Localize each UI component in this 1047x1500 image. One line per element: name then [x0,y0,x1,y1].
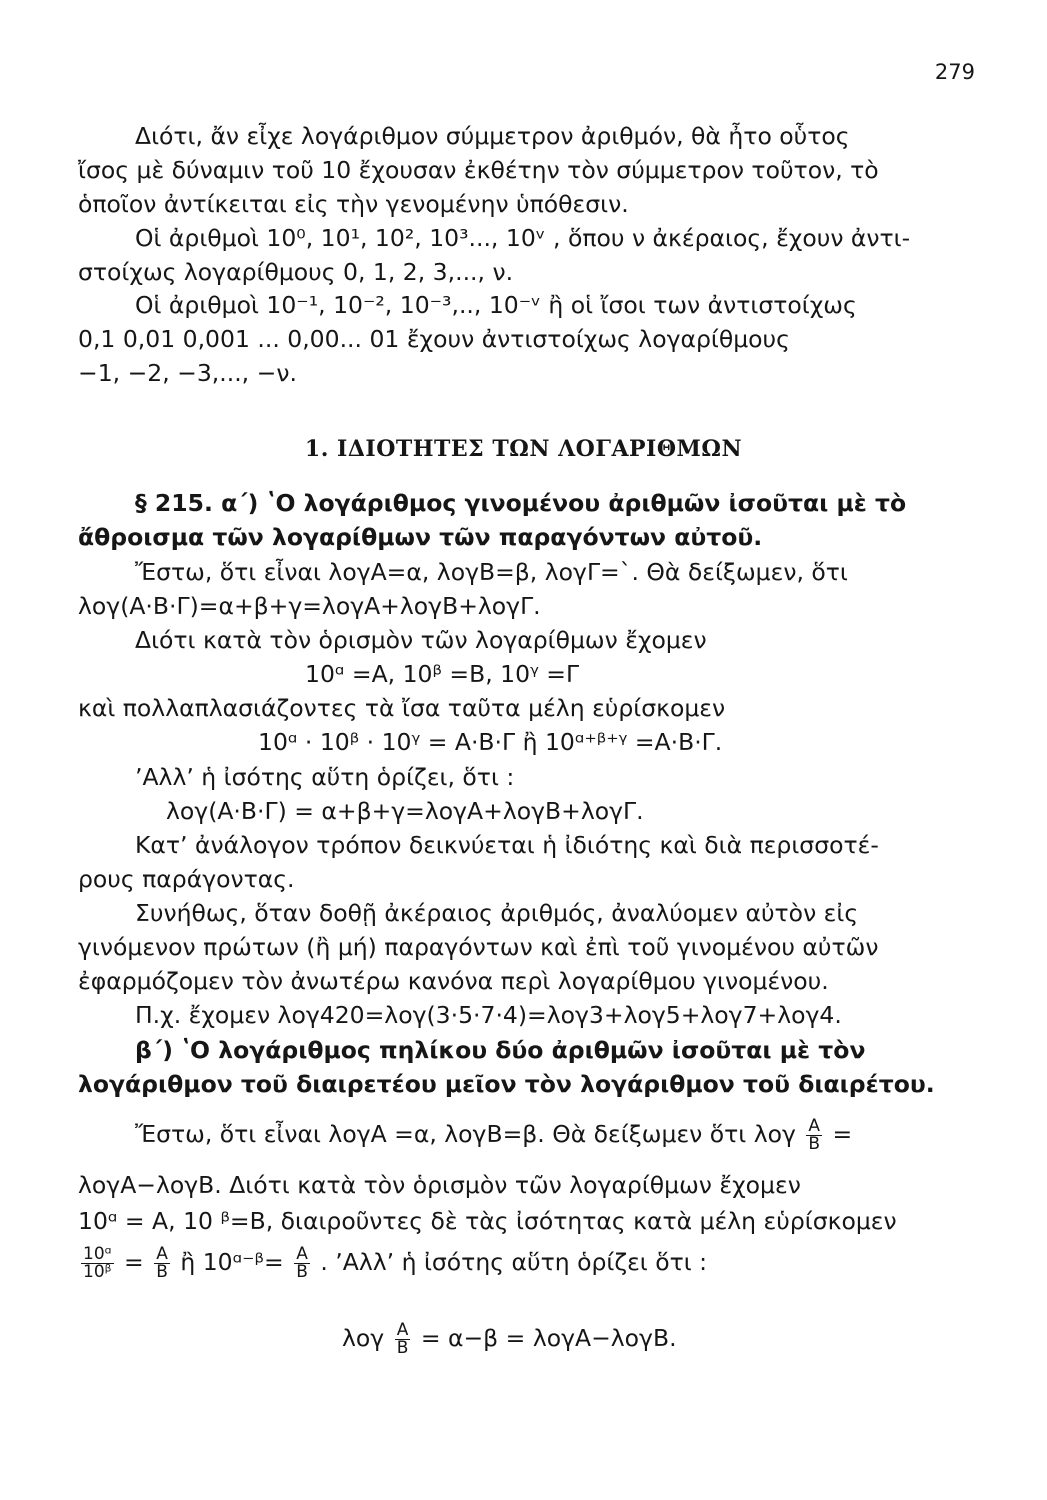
theorem-statement: ἄθροισμα τῶν λογαρίθμων τῶν παραγόντων αὐτοῦ. [78,523,763,551]
text-line: −1, −2, −3,..., −ν. [78,359,297,387]
text-line: λογΑ−λογΒ. Διότι κατὰ τὸν ὁρισμὸν τῶν λογαρίθμων ἔχομεν [78,1171,801,1199]
fraction-a-over-b [294,1246,310,1281]
page-number: 279 [934,60,975,84]
fraction-a-over-b [154,1246,170,1281]
text-segment: . ʼΑλλʼ ἡ ἰσότης αὕτη ὁρίζει ὅτι : [320,1248,708,1276]
text-line: Διότι, ἄν εἶχε λογάριθμον σύμμετρον ἀριθμόν, θὰ ἦτο οὗτος [135,122,850,150]
denominator: Β [156,1262,168,1282]
text-line: ὁποῖον ἀντίκειται εἰς τὴν γενομένην ὑπόθεσιν. [78,190,629,218]
formula-line: λογ(Α·Β·Γ)=α+β+γ=λογΑ+λογΒ+λογΓ. [78,592,541,620]
fraction-powers [81,1246,114,1281]
text-line: ʼΑλλʼ ἡ ἰσότης αὕτη ὁρίζει, ὅτι : [135,763,515,791]
theorem-statement: β΄) ʽΟ λογάριθμος πηλίκου δύο ἀριθμῶν ἰσοῦται μὲ τὸν [135,1036,866,1064]
numerator: Α [808,1116,821,1136]
text-line [135,1118,967,1153]
equals-sign: = [832,1120,853,1148]
text-segment: Ἔστω, ὅτι εἶναι λογΑ =α, λογΒ=β. Θὰ δείξωμεν ὅτι λογ [135,1120,796,1148]
denominator: Β [296,1262,308,1282]
denominator: 10ᵝ [83,1262,112,1282]
numerator: 10ᵅ [83,1244,112,1264]
text-segment: ἢ 10ᵅ⁻ᵝ= [180,1248,284,1276]
text-line: Οἱ ἀριθμοὶ 10⁻¹, 10⁻², 10⁻³,.., 10⁻ᵛ ἢ οἱ ἴσοι των ἀντιστοίχως [135,291,857,319]
text-line: Ἔστω, ὅτι εἶναι λογΑ=α, λογΒ=β, λογΓ=ˋ. Θὰ δείξωμεν, ὅτι [135,558,848,586]
text-line: ἴσος μὲ δύναμιν τοῦ 10 ἔχουσαν ἐκθέτην τὸν σύμμετρον τοῦτον, τὸ [78,156,879,184]
text-line: ἐφαρμόζομεν τὸν ἀνωτέρω κανόνα περὶ λογαρίθμου γινομένου. [78,967,829,995]
text-line: Π.χ. ἔχομεν λογ420=λογ(3·5·7·4)=λογ3+λογ5+λογ7+λογ4. [135,1001,842,1029]
fraction-a-over-b [395,1322,411,1357]
denominator: Β [396,1338,409,1358]
theorem-statement: § 215. α΄) ʽΟ λογάριθμος γινομένου ἀριθμῶν ἰσοῦται μὲ τὸ [135,489,907,517]
text-line: Διότι κατὰ τὸν ὁρισμὸν τῶν λογαρίθμων ἔχομεν [135,626,707,654]
text-line: στοίχως λογαρίθμους 0, 1, 2, 3,..., ν. [78,258,514,286]
formula-line [78,1246,910,1281]
equals-sign: = [124,1248,144,1276]
text-line: καὶ πολλαπλασιάζοντες τὰ ἴσα ταῦτα μέλη εὑρίσκομεν [78,694,726,722]
text-line: ρους παράγοντας. [78,865,295,893]
text-line: Οἱ ἀριθμοὶ 10⁰, 10¹, 10², 10³..., 10ᵛ , ὅπου ν ἀκέραιος, ἔχουν ἀντι- [135,224,911,252]
numerator: Α [396,1320,409,1340]
formula-line: 10ᵅ =Α, 10ᵝ =Β, 10ᵞ =Γ [305,660,580,688]
theorem-statement: λογάριθμον τοῦ διαιρετέου μεῖον τὸν λογάριθμον τοῦ διαιρέτου. [78,1070,935,1098]
text-line: 0,1 0,01 0,001 ... 0,00... 01 ἔχουν ἀντιστοίχως λογαρίθμους [78,325,790,353]
denominator: Β [808,1134,821,1154]
formula-line: 10ᵅ · 10ᵝ · 10ᵞ = Α·Β·Γ ἢ 10ᵅ⁺ᵝ⁺ᵞ =Α·Β·Γ. [258,728,723,756]
numerator: Α [156,1244,168,1264]
numerator: Α [296,1244,308,1264]
formula-line: λογ(Α·Β·Γ) = α+β+γ=λογΑ+λογΒ+λογΓ. [166,797,644,825]
fraction-a-over-b [806,1118,822,1153]
text-segment: λογ [342,1324,385,1352]
text-line: 10ᵅ = Α, 10 ᵝ=Β, διαιροῦντες δὲ τὰς ἰσότητας κατὰ μέλη εὑρίσκομεν [78,1207,897,1235]
text-line: Συνήθως, ὅταν δοθῇ ἀκέραιος ἀριθμός, ἀναλύομεν αὐτὸν εἰς [135,899,859,927]
text-segment: = α−β = λογΑ−λογΒ. [420,1324,677,1352]
text-line: Κατʼ ἀνάλογον τρόπον δεικνύεται ἡ ἰδιότης καὶ διὰ περισσοτέ- [135,831,879,859]
formula-line [342,1322,862,1357]
section-heading: 1. ΙΔΙΟΤΗΤΕΣ ΤΩΝ ΛΟΓΑΡΙΘΜΩΝ [304,436,743,462]
text-line: γινόμενον πρώτων (ἢ μή) παραγόντων καὶ ἐπὶ τοῦ γινομένου αὐτῶν [78,933,879,961]
